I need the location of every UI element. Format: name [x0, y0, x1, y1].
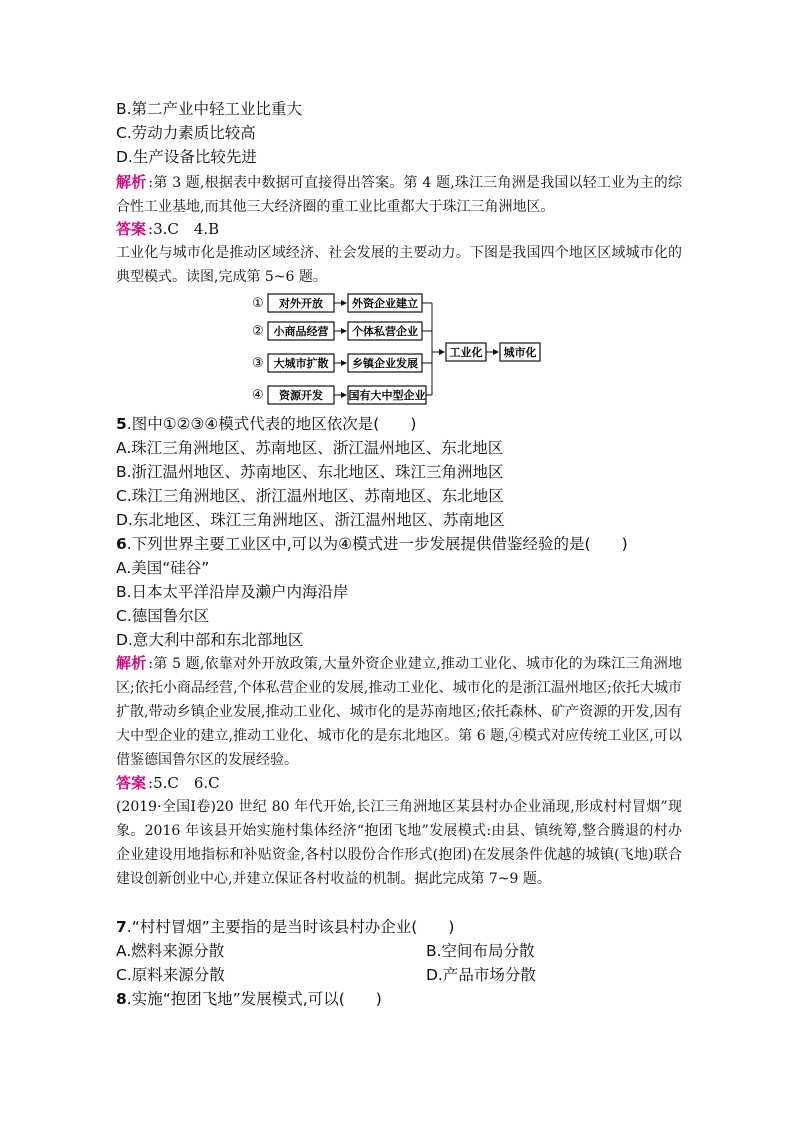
answer-label: 答案 [116, 220, 147, 238]
question-6-option-b: B.日本太平洋沿岸及濑户内海沿岸 [116, 583, 349, 601]
question-text: .实施“抱团飞地”发展模式,可以( ) [126, 990, 382, 1008]
option-d: D.生产设备比较先进 [116, 148, 257, 166]
question-7-option-b: B.空间布局分散 [426, 942, 535, 960]
intro-paragraph-2: (2019·全国Ⅰ卷)20 世纪 80 年代开始,长江三角洲地区某县村办企业涌现,形成村村冒烟”现象。2016 年该县开始实施村集体经济“抱团飞地”发展模式:由县、镇统筹,整合腾退的村办企业建设用地指标和补贴资金,各村以股份合作形式(抱团)在发展条件优越的城镇(飞地)联合建设创新创业中心,并建立保证各村收益的机制。据此完成第 7~9 题。 [116, 799, 682, 887]
question-7-options-row-1 [116, 939, 535, 963]
question-5-option-d: D.东北地区、珠江三角洲地区、浙江温州地区、苏南地区 [116, 511, 505, 529]
box-private-enterprise-label: 个体私营企业 [352, 325, 418, 338]
analysis-label: 解析 [116, 173, 147, 191]
question-8-stem [116, 987, 382, 1011]
box-city-diffusion-label: 大城市扩散 [273, 357, 329, 370]
question-text: .“村村冒烟”主要指的是当时该县村办企业( ) [126, 918, 455, 936]
answer-block-2 [116, 772, 220, 794]
question-text: .图中①②③④模式代表的地区依次是( ) [126, 415, 417, 433]
analysis-text: :第 5 题,依靠对外开放政策,大量外资企业建立,推动工业化、城市化的为珠江三角洲地区;依托小商品经营,个体私营企业的发展,推动工业化、城市化的是浙江温州地区;依托大城市扩散,带动乡镇企业发展,推动工业化、城市化的是苏南地区;依托森林、矿产资源的开发,因有大中型企业的建立,推动工业化、城市化的是东北地区。第 6 题,④模式对应传统工业区,可以借鉴德国鲁尔区的发展经验。 [116, 656, 682, 768]
question-5-option-a: A.珠江三角洲地区、苏南地区、浙江温州地区、东北地区 [116, 439, 504, 457]
question-5-stem [116, 412, 416, 436]
row-number-3: ③ [252, 356, 264, 371]
box-foreign-enterprise-label: 外资企业建立 [352, 297, 418, 310]
box-industrialization-label: 工业化 [449, 346, 483, 359]
answer-label: 答案 [116, 774, 147, 792]
question-7-option-d: D.产品市场分散 [426, 966, 536, 984]
question-7-option-a: A.燃料来源分散 [116, 942, 225, 960]
box-state-enterprise-label: 国有大中型企业 [348, 389, 426, 402]
question-6-option-a: A.美国“硅谷” [116, 559, 210, 577]
box-small-commodity-label: 小商品经营 [273, 325, 329, 338]
question-7-stem [116, 915, 454, 939]
question-number: 5 [116, 415, 127, 433]
question-6-stem [116, 532, 628, 556]
analysis-label: 解析 [116, 654, 147, 672]
analysis-block-2 [116, 651, 682, 772]
question-5-option-c: C.珠江三角洲地区、浙江温州地区、苏南地区、东北地区 [116, 487, 504, 505]
question-number: 7 [116, 918, 127, 936]
urbanization-model-diagram [250, 290, 550, 408]
question-text: .下列世界主要工业区中,可以为④模式进一步发展提供借鉴经验的是( ) [126, 535, 628, 553]
merge-connector [422, 303, 444, 395]
question-6-option-d: D.意大利中部和东北部地区 [116, 631, 304, 649]
answer-block-1 [116, 218, 219, 240]
option-b: B.第二产业中轻工业比重大 [116, 100, 303, 118]
box-urbanization-label: 城市化 [503, 346, 537, 359]
box-township-enterprise-label: 乡镇企业发展 [352, 357, 418, 370]
question-number: 8 [116, 990, 127, 1008]
answer-text: :3.C 4.B [148, 220, 220, 238]
question-6-option-c: C.德国鲁尔区 [116, 607, 210, 625]
analysis-text: :第 3 题,根据表中数据可直接得出答案。第 4 题,珠江三角洲是我国以轻工业为主的综合性工业基地,而其他三大经济圈的重工业比重都大于珠江三角洲地区。 [116, 175, 682, 215]
box-resource-development-label: 资源开发 [279, 389, 323, 402]
question-7-options-row-2 [116, 963, 536, 987]
option-c: C.劳动力素质比较高 [116, 124, 256, 142]
row-number-2: ② [252, 324, 264, 339]
box-open-policy-label: 对外开放 [279, 297, 323, 310]
question-7-option-c: C.原料来源分散 [116, 966, 225, 984]
intro-paragraph-1: 工业化与城市化是推动区域经济、社会发展的主要动力。下图是我国四个地区区域城市化的典型模式。读图,完成第 5~6 题。 [116, 245, 682, 285]
question-number: 6 [116, 535, 127, 553]
analysis-block-1 [116, 170, 682, 219]
row-number-4: ④ [252, 388, 264, 403]
answer-text: :5.C 6.C [148, 774, 220, 792]
row-number-1: ① [252, 296, 264, 311]
question-5-option-b: B.浙江温州地区、苏南地区、东北地区、珠江三角洲地区 [116, 463, 504, 481]
